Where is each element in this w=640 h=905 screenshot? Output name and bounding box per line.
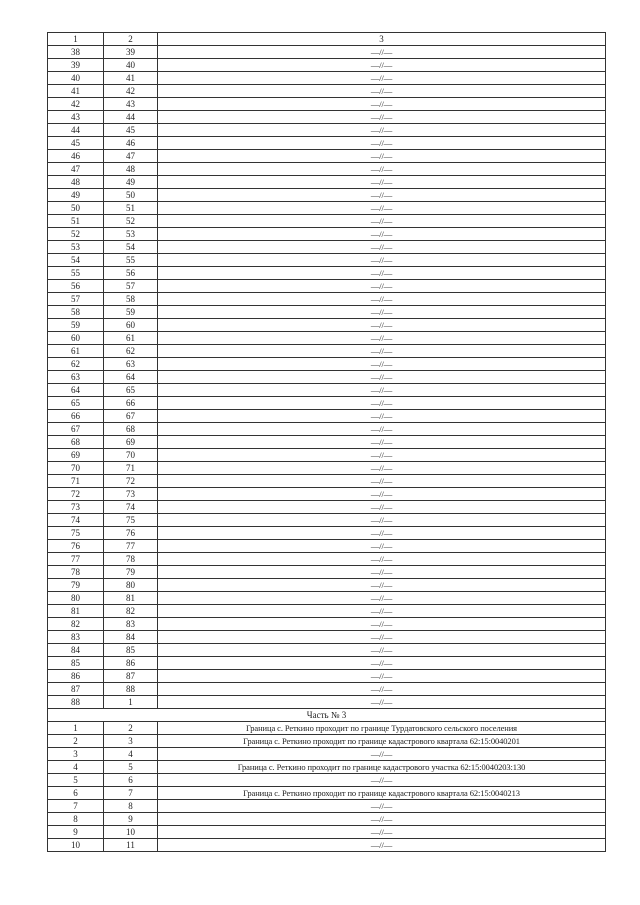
description-cell: —//— xyxy=(158,579,606,592)
description-cell: —//— xyxy=(158,540,606,553)
table-row xyxy=(48,839,606,852)
description-cell: —//— xyxy=(158,449,606,462)
table-row xyxy=(48,501,606,514)
description-cell: —//— xyxy=(158,59,606,72)
description-cell: —//— xyxy=(158,475,606,488)
to-point-cell: 83 xyxy=(104,618,158,631)
description-cell: —//— xyxy=(158,683,606,696)
table-row xyxy=(48,553,606,566)
to-point-cell: 57 xyxy=(104,280,158,293)
section-row xyxy=(48,709,606,722)
table-row xyxy=(48,163,606,176)
description-cell: —//— xyxy=(158,85,606,98)
to-point-cell: 87 xyxy=(104,670,158,683)
description-cell: —//— xyxy=(158,813,606,826)
description-cell: —//— xyxy=(158,46,606,59)
from-point-cell: 75 xyxy=(48,527,104,540)
from-point-cell: 87 xyxy=(48,683,104,696)
to-point-cell: 6 xyxy=(104,774,158,787)
description-cell: —//— xyxy=(158,267,606,280)
from-point-cell: 9 xyxy=(48,826,104,839)
to-point-cell: 49 xyxy=(104,176,158,189)
from-point-cell: 3 xyxy=(48,748,104,761)
description-cell: —//— xyxy=(158,618,606,631)
from-point-cell: 86 xyxy=(48,670,104,683)
to-point-cell: 81 xyxy=(104,592,158,605)
from-point-cell: 79 xyxy=(48,579,104,592)
to-point-cell: 77 xyxy=(104,540,158,553)
to-point-cell: 52 xyxy=(104,215,158,228)
description-cell: —//— xyxy=(158,228,606,241)
description-cell: —//— xyxy=(158,514,606,527)
from-point-cell: 50 xyxy=(48,202,104,215)
table-row xyxy=(48,527,606,540)
to-point-cell: 71 xyxy=(104,462,158,475)
table-row xyxy=(48,85,606,98)
from-point-cell: 8 xyxy=(48,813,104,826)
from-point-cell: 60 xyxy=(48,332,104,345)
to-point-cell: 7 xyxy=(104,787,158,800)
to-point-cell: 69 xyxy=(104,436,158,449)
header-cell-2: 2 xyxy=(104,33,158,46)
from-point-cell: 49 xyxy=(48,189,104,202)
description-cell: Граница с. Реткино проходит по границе кадастрового квартала 62:15:0040201 xyxy=(158,735,606,748)
from-point-cell: 43 xyxy=(48,111,104,124)
table-row xyxy=(48,371,606,384)
description-cell: —//— xyxy=(158,163,606,176)
to-point-cell: 66 xyxy=(104,397,158,410)
table-row xyxy=(48,397,606,410)
table-row xyxy=(48,189,606,202)
to-point-cell: 88 xyxy=(104,683,158,696)
table-row xyxy=(48,592,606,605)
from-point-cell: 38 xyxy=(48,46,104,59)
from-point-cell: 63 xyxy=(48,371,104,384)
from-point-cell: 69 xyxy=(48,449,104,462)
from-point-cell: 56 xyxy=(48,280,104,293)
description-cell: —//— xyxy=(158,293,606,306)
from-point-cell: 82 xyxy=(48,618,104,631)
table-row xyxy=(48,150,606,163)
from-point-cell: 39 xyxy=(48,59,104,72)
to-point-cell: 47 xyxy=(104,150,158,163)
table-row xyxy=(48,761,606,774)
to-point-cell: 43 xyxy=(104,98,158,111)
table-row xyxy=(48,176,606,189)
to-point-cell: 65 xyxy=(104,384,158,397)
table-row xyxy=(48,306,606,319)
table-row xyxy=(48,644,606,657)
description-cell: —//— xyxy=(158,631,606,644)
header-cell-1: 1 xyxy=(48,33,104,46)
table-row xyxy=(48,605,606,618)
table-row xyxy=(48,748,606,761)
table-row xyxy=(48,631,606,644)
table-row xyxy=(48,267,606,280)
to-point-cell: 10 xyxy=(104,826,158,839)
to-point-cell: 4 xyxy=(104,748,158,761)
description-cell: —//— xyxy=(158,826,606,839)
table-row xyxy=(48,423,606,436)
description-cell: —//— xyxy=(158,501,606,514)
to-point-cell: 53 xyxy=(104,228,158,241)
description-cell: —//— xyxy=(158,657,606,670)
description-cell: —//— xyxy=(158,592,606,605)
description-cell: —//— xyxy=(158,176,606,189)
from-point-cell: 77 xyxy=(48,553,104,566)
description-cell: —//— xyxy=(158,384,606,397)
from-point-cell: 73 xyxy=(48,501,104,514)
description-cell: —//— xyxy=(158,527,606,540)
to-point-cell: 60 xyxy=(104,319,158,332)
from-point-cell: 64 xyxy=(48,384,104,397)
table-row xyxy=(48,215,606,228)
description-cell: —//— xyxy=(158,241,606,254)
table-row xyxy=(48,46,606,59)
description-cell: —//— xyxy=(158,189,606,202)
to-point-cell: 40 xyxy=(104,59,158,72)
to-point-cell: 45 xyxy=(104,124,158,137)
to-point-cell: 68 xyxy=(104,423,158,436)
description-cell: —//— xyxy=(158,319,606,332)
description-cell: —//— xyxy=(158,423,606,436)
table-row xyxy=(48,566,606,579)
from-point-cell: 84 xyxy=(48,644,104,657)
from-point-cell: 40 xyxy=(48,72,104,85)
to-point-cell: 8 xyxy=(104,800,158,813)
to-point-cell: 64 xyxy=(104,371,158,384)
to-point-cell: 3 xyxy=(104,735,158,748)
from-point-cell: 57 xyxy=(48,293,104,306)
table-header-row xyxy=(48,33,606,46)
table-row xyxy=(48,826,606,839)
to-point-cell: 1 xyxy=(104,696,158,709)
table-row xyxy=(48,410,606,423)
from-point-cell: 6 xyxy=(48,787,104,800)
from-point-cell: 41 xyxy=(48,85,104,98)
from-point-cell: 10 xyxy=(48,839,104,852)
from-point-cell: 76 xyxy=(48,540,104,553)
from-point-cell: 81 xyxy=(48,605,104,618)
description-cell: —//— xyxy=(158,644,606,657)
to-point-cell: 5 xyxy=(104,761,158,774)
description-cell: —//— xyxy=(158,98,606,111)
from-point-cell: 80 xyxy=(48,592,104,605)
description-cell: —//— xyxy=(158,137,606,150)
description-cell: —//— xyxy=(158,345,606,358)
table-row xyxy=(48,202,606,215)
description-cell: —//— xyxy=(158,254,606,267)
table-row xyxy=(48,332,606,345)
description-cell: —//— xyxy=(158,670,606,683)
description-cell: —//— xyxy=(158,800,606,813)
table-row xyxy=(48,514,606,527)
from-point-cell: 67 xyxy=(48,423,104,436)
to-point-cell: 41 xyxy=(104,72,158,85)
document-page xyxy=(47,32,605,852)
table-row xyxy=(48,683,606,696)
table-row xyxy=(48,787,606,800)
description-cell: —//— xyxy=(158,436,606,449)
description-cell: —//— xyxy=(158,605,606,618)
description-cell: Граница с. Реткино проходит по границе кадастрового участка 62:15:0040203:130 xyxy=(158,761,606,774)
to-point-cell: 74 xyxy=(104,501,158,514)
table-row xyxy=(48,319,606,332)
from-point-cell: 1 xyxy=(48,722,104,735)
to-point-cell: 70 xyxy=(104,449,158,462)
description-cell: —//— xyxy=(158,410,606,423)
to-point-cell: 46 xyxy=(104,137,158,150)
description-cell: —//— xyxy=(158,371,606,384)
to-point-cell: 82 xyxy=(104,605,158,618)
section-title: Часть № 3 xyxy=(48,709,606,722)
from-point-cell: 62 xyxy=(48,358,104,371)
table-row xyxy=(48,670,606,683)
table-row xyxy=(48,800,606,813)
from-point-cell: 61 xyxy=(48,345,104,358)
from-point-cell: 71 xyxy=(48,475,104,488)
description-cell: Граница с. Реткино проходит по границе кадастрового квартала 62:15:0040213 xyxy=(158,787,606,800)
from-point-cell: 52 xyxy=(48,228,104,241)
table-row xyxy=(48,254,606,267)
header-cell-3: 3 xyxy=(158,33,606,46)
to-point-cell: 9 xyxy=(104,813,158,826)
from-point-cell: 55 xyxy=(48,267,104,280)
table-row xyxy=(48,475,606,488)
table-row xyxy=(48,774,606,787)
to-point-cell: 76 xyxy=(104,527,158,540)
table-row xyxy=(48,579,606,592)
from-point-cell: 42 xyxy=(48,98,104,111)
from-point-cell: 59 xyxy=(48,319,104,332)
from-point-cell: 72 xyxy=(48,488,104,501)
description-cell: —//— xyxy=(158,566,606,579)
to-point-cell: 56 xyxy=(104,267,158,280)
table-row xyxy=(48,618,606,631)
to-point-cell: 63 xyxy=(104,358,158,371)
description-cell: —//— xyxy=(158,332,606,345)
from-point-cell: 45 xyxy=(48,137,104,150)
description-cell: —//— xyxy=(158,306,606,319)
description-cell: —//— xyxy=(158,462,606,475)
to-point-cell: 54 xyxy=(104,241,158,254)
table-row xyxy=(48,72,606,85)
table-row xyxy=(48,358,606,371)
table-row xyxy=(48,293,606,306)
to-point-cell: 39 xyxy=(104,46,158,59)
description-cell: —//— xyxy=(158,397,606,410)
table-row xyxy=(48,228,606,241)
description-cell: —//— xyxy=(158,150,606,163)
description-cell: —//— xyxy=(158,553,606,566)
table-row xyxy=(48,735,606,748)
from-point-cell: 46 xyxy=(48,150,104,163)
from-point-cell: 70 xyxy=(48,462,104,475)
from-point-cell: 48 xyxy=(48,176,104,189)
to-point-cell: 80 xyxy=(104,579,158,592)
table-row xyxy=(48,98,606,111)
from-point-cell: 44 xyxy=(48,124,104,137)
description-cell: —//— xyxy=(158,280,606,293)
from-point-cell: 74 xyxy=(48,514,104,527)
to-point-cell: 62 xyxy=(104,345,158,358)
from-point-cell: 7 xyxy=(48,800,104,813)
description-cell: —//— xyxy=(158,748,606,761)
from-point-cell: 54 xyxy=(48,254,104,267)
to-point-cell: 2 xyxy=(104,722,158,735)
table-row xyxy=(48,488,606,501)
to-point-cell: 42 xyxy=(104,85,158,98)
description-cell: —//— xyxy=(158,111,606,124)
from-point-cell: 78 xyxy=(48,566,104,579)
table-row xyxy=(48,137,606,150)
table-row xyxy=(48,59,606,72)
description-cell: Граница с. Реткино проходит по границе Турдатовского сельского поселения xyxy=(158,722,606,735)
from-point-cell: 5 xyxy=(48,774,104,787)
from-point-cell: 88 xyxy=(48,696,104,709)
description-cell: —//— xyxy=(158,358,606,371)
table-row xyxy=(48,722,606,735)
from-point-cell: 4 xyxy=(48,761,104,774)
description-cell: —//— xyxy=(158,124,606,137)
table-row xyxy=(48,449,606,462)
to-point-cell: 75 xyxy=(104,514,158,527)
to-point-cell: 86 xyxy=(104,657,158,670)
to-point-cell: 59 xyxy=(104,306,158,319)
to-point-cell: 85 xyxy=(104,644,158,657)
from-point-cell: 85 xyxy=(48,657,104,670)
description-cell: —//— xyxy=(158,488,606,501)
from-point-cell: 51 xyxy=(48,215,104,228)
table-row xyxy=(48,696,606,709)
to-point-cell: 73 xyxy=(104,488,158,501)
to-point-cell: 58 xyxy=(104,293,158,306)
table-row xyxy=(48,111,606,124)
from-point-cell: 58 xyxy=(48,306,104,319)
from-point-cell: 68 xyxy=(48,436,104,449)
to-point-cell: 44 xyxy=(104,111,158,124)
to-point-cell: 72 xyxy=(104,475,158,488)
description-cell: —//— xyxy=(158,215,606,228)
table-row xyxy=(48,657,606,670)
to-point-cell: 50 xyxy=(104,189,158,202)
table-row xyxy=(48,241,606,254)
description-cell: —//— xyxy=(158,839,606,852)
to-point-cell: 61 xyxy=(104,332,158,345)
from-point-cell: 2 xyxy=(48,735,104,748)
to-point-cell: 78 xyxy=(104,553,158,566)
table-row xyxy=(48,384,606,397)
to-point-cell: 11 xyxy=(104,839,158,852)
table-row xyxy=(48,345,606,358)
table-row xyxy=(48,280,606,293)
description-cell: —//— xyxy=(158,202,606,215)
from-point-cell: 83 xyxy=(48,631,104,644)
from-point-cell: 66 xyxy=(48,410,104,423)
to-point-cell: 48 xyxy=(104,163,158,176)
from-point-cell: 53 xyxy=(48,241,104,254)
table-row xyxy=(48,540,606,553)
description-cell: —//— xyxy=(158,696,606,709)
table-row xyxy=(48,813,606,826)
description-cell: —//— xyxy=(158,72,606,85)
table-row xyxy=(48,462,606,475)
to-point-cell: 55 xyxy=(104,254,158,267)
from-point-cell: 65 xyxy=(48,397,104,410)
to-point-cell: 84 xyxy=(104,631,158,644)
from-point-cell: 47 xyxy=(48,163,104,176)
description-cell: —//— xyxy=(158,774,606,787)
boundary-table xyxy=(47,32,606,852)
to-point-cell: 51 xyxy=(104,202,158,215)
table-row xyxy=(48,124,606,137)
to-point-cell: 79 xyxy=(104,566,158,579)
table-row xyxy=(48,436,606,449)
to-point-cell: 67 xyxy=(104,410,158,423)
